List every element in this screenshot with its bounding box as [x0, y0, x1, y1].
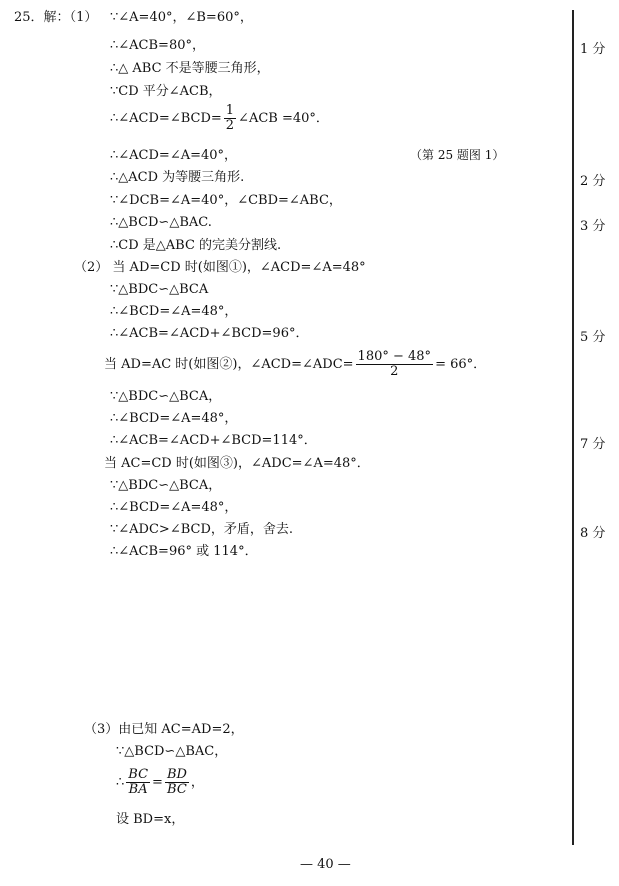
- p1-line-5: ∴∠ACD=∠BCD= $\frac{1}{2}$ ∠ACB =40°．: [110, 103, 329, 133]
- score-4: 5 分: [580, 330, 606, 345]
- fig-marker-2: ②: [266, 701, 278, 716]
- fig-a-segment-cd: [96, 596, 104, 672]
- fig-a-label-b: B: [174, 677, 184, 692]
- p2-line-1: （2） 当 AD=CD 时(如图①)，∠ACD=∠A=48°: [74, 260, 366, 275]
- fig-a-label-c: C: [90, 581, 100, 596]
- fig-b-label-c: C: [255, 603, 265, 618]
- p2-line-5: 当 AD=AC 时(如图②)，∠ACD=∠ADC= $\frac{180^\circ - 48^\circ}{2}$ = 66°．: [104, 349, 487, 379]
- p2-line-2: ∵△BDC∽△BCA: [110, 282, 209, 297]
- fig-c-label-a: A: [386, 671, 396, 686]
- p2-line-6: ∵△BDC∽△BCA，: [110, 389, 222, 404]
- fig-c-segment-cd: [452, 618, 502, 670]
- fig1-label-a: A: [373, 124, 383, 139]
- fig-marker-3: ③: [458, 701, 470, 716]
- p1-line-10: ∴CD 是△ABC 的完美分割线.: [110, 238, 282, 253]
- p2-line-11: ∴∠BCD=∠A=48°，: [110, 500, 238, 515]
- score-6: 8 分: [580, 526, 606, 541]
- fig-a-triangle: [28, 596, 176, 672]
- fraction-ratio-left: $\frac{BC}{BA}$: [128, 767, 149, 797]
- fig1-segment-cd: [462, 44, 468, 122]
- fig-b-label-a: A: [194, 671, 204, 686]
- p2-line-3: ∴∠BCD=∠A=48°，: [110, 304, 238, 319]
- p3-line-1: （3）由已知 AC=AD=2，: [84, 722, 244, 737]
- p1-line-9: ∴△BCD∽△BAC.: [110, 215, 212, 230]
- fraction-ratio-right: $\frac{BD}{BC}$: [166, 767, 187, 797]
- fig-c-label-b: B: [548, 675, 558, 690]
- fig1-label-d: D: [459, 127, 470, 142]
- p1-line-6: ∴∠ACD=∠A=40°，: [110, 148, 238, 163]
- p1-line-2: ∴∠ACB=80°，: [110, 38, 205, 53]
- p2-line-7: ∴∠BCD=∠A=48°，: [110, 411, 238, 426]
- fraction-angle: $\frac{180^\circ - 48^\circ}{2}$: [357, 349, 432, 379]
- fig-b-segment-cd: [262, 618, 278, 672]
- score-5: 7 分: [580, 437, 606, 452]
- page-number: — 40 —: [300, 857, 351, 872]
- p2-line-12: ∵∠ADC>∠BCD，矛盾，舍去.: [110, 522, 294, 537]
- score-3: 3 分: [580, 219, 606, 234]
- figure1-caption: （第 25 题图 1）: [410, 148, 505, 162]
- score-1: 1 分: [580, 42, 606, 57]
- p1-line-7: ∴△ACD 为等腰三角形.: [110, 170, 245, 185]
- p3-line-2: ∵△BCD∽△BAC，: [116, 744, 228, 759]
- fig1-label-c: C: [465, 29, 475, 44]
- fig-b-triangle: [210, 618, 370, 672]
- p2-line-13: ∴∠ACB=96° 或 114°．: [110, 544, 258, 559]
- fig-b-label-d: D: [277, 677, 288, 692]
- fig-b-label-b: B: [369, 677, 379, 692]
- fig-a-label-a: A: [12, 671, 22, 686]
- fig-a-label-d: D: [93, 679, 104, 694]
- p2-line-4: ∴∠ACB=∠ACD+∠BCD=96°．: [110, 326, 309, 341]
- margin-rule: [572, 10, 574, 845]
- score-2: 2 分: [580, 174, 606, 189]
- problem-number: 25．解：（1）: [14, 10, 98, 25]
- p1-line-3: ∴△ ABC 不是等腰三角形，: [110, 61, 270, 76]
- p1-line-1: ∵∠A=40°，∠B=60°，: [110, 10, 253, 25]
- fig-marker-1: ①: [96, 701, 108, 716]
- p3-line-3: ∴ $\frac{BC}{BA}$ = $\frac{BD}{BC}$ ，: [116, 767, 204, 797]
- fraction-half: $\frac{1}{2}$: [225, 103, 235, 133]
- p1-line-4: ∵CD 平分∠ACB，: [110, 84, 222, 99]
- fig-c-label-d: D: [490, 673, 501, 688]
- p2-line-8: ∴∠ACB=∠ACD+∠BCD=114°．: [110, 433, 317, 448]
- p3-line-4: 设 BD=x，: [116, 812, 185, 827]
- p1-line-8: ∵∠DCB=∠A=40°，∠CBD=∠ABC，: [110, 193, 342, 208]
- p2-line-10: ∵△BDC∽△BCA，: [110, 478, 222, 493]
- fig1-triangle: [382, 44, 524, 122]
- fig-c-label-c: C: [444, 603, 454, 618]
- p2-line-9: 当 AC=CD 时(如图③)，∠ADC=∠A=48°．: [104, 456, 370, 471]
- fig1-label-b: B: [524, 124, 534, 139]
